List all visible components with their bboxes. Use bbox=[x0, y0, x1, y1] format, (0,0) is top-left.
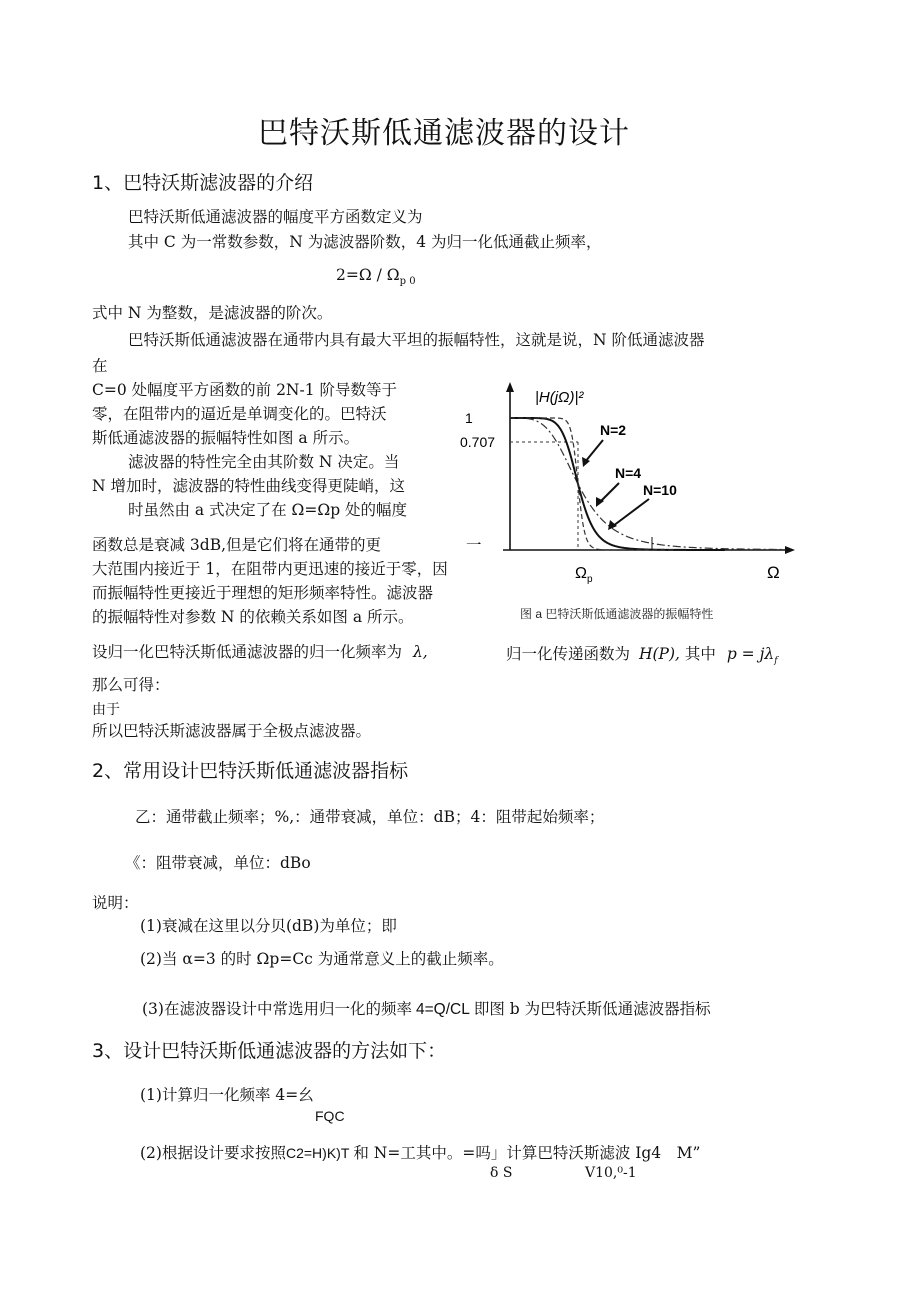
paragraph-order: 式中 N 为整数，是滤波器的阶次。 bbox=[92, 304, 333, 322]
paragraph-flat-line1: 巴特沃斯低通滤波器在通带内具有最大平坦的振幅特性，这就是说，N 阶低通滤波器 bbox=[128, 331, 705, 349]
spec-line1: 乙：通带截止频率；%,：通带衰减，单位：dB；4：阻带起始频率； bbox=[135, 808, 605, 826]
legend-n4: N=4 bbox=[615, 465, 642, 481]
legend-n2: N=2 bbox=[600, 422, 627, 438]
y-axis-arrow bbox=[506, 382, 514, 392]
paragraph-allpole: 所以巴特沃斯滤波器属于全极点滤波器。 bbox=[92, 722, 372, 740]
note-2: (2)当 α=3 的时 Ωp=Cc 为通常意义上的截止频率。 bbox=[140, 950, 504, 968]
paragraph-passband-dash: 一 bbox=[466, 536, 482, 554]
lambda-symbol: λ, bbox=[412, 643, 428, 661]
section3-heading: 3、设计巴特沃斯低通滤波器的方法如下： bbox=[92, 1040, 447, 1062]
section2-heading: 2、常用设计巴特沃斯低通滤波器指标 bbox=[92, 760, 409, 782]
paragraph-result: 那么可得： bbox=[92, 676, 170, 694]
note-label: 说明： bbox=[92, 894, 139, 912]
transfer-hp: H(P), bbox=[638, 645, 680, 663]
figure-caption: 图 a 巴特沃斯低通滤波器的振幅特性 bbox=[520, 607, 714, 621]
transfer-eq-sub: f bbox=[774, 656, 778, 667]
paragraph-passband-line4: 的振幅特性对参数 N 的依赖关系如图 a 所示。 bbox=[92, 608, 414, 626]
formula-normalized bbox=[336, 266, 416, 287]
formula-main: 2=Ω / Ω bbox=[336, 266, 400, 284]
paragraph-definition: 巴特沃斯低通滤波器的幅度平方函数定义为 bbox=[128, 208, 423, 226]
step-1: (1)计算归一化频率 4=幺 bbox=[140, 1086, 314, 1104]
y-tick-1: 1 bbox=[465, 410, 473, 426]
transfer-eq: p = jλ bbox=[726, 645, 775, 663]
paragraph-derivative-line3: 斯低通滤波器的振幅特性如图 a 所示。 bbox=[92, 429, 360, 447]
arrow-n2-line bbox=[585, 440, 603, 462]
transfer-text-c: 其中 bbox=[684, 645, 716, 663]
spec-line2: 《：阻带衰减，单位：dBo bbox=[125, 854, 311, 872]
paragraph-passband-line2: 大范围内接近于 1，在阻带内更迅速的接近于零，因 bbox=[92, 560, 448, 578]
page-title: 巴特沃斯低通滤波器的设计 bbox=[258, 116, 630, 151]
paragraph-flat-line2: 在 bbox=[92, 357, 108, 375]
note-3-b: 4=Q/CL bbox=[415, 1001, 470, 1018]
step-2-a: (2)根据设计要求按照 bbox=[140, 1144, 286, 1162]
paragraph-passband-line1: 函数总是衰减 3dB,但是它们将在通带的更 bbox=[92, 536, 382, 554]
x-axis-label: Ω bbox=[767, 563, 780, 582]
paragraph-normalized bbox=[92, 640, 428, 662]
normalized-text-a: 设归一化巴特沃斯低通滤波器的归一化频率为 bbox=[92, 643, 403, 661]
paragraph-since: 由于 bbox=[92, 702, 120, 718]
step-2-sub1: δ S bbox=[490, 1165, 513, 1181]
arrow-n10-line bbox=[613, 499, 649, 526]
legend-n10: N=10 bbox=[643, 482, 677, 498]
paragraph-passband-line3: 而振幅特性更接近于理想的矩形频率特性。滤波器 bbox=[92, 584, 434, 602]
paragraph-transfer bbox=[506, 642, 778, 666]
note-3 bbox=[142, 997, 711, 1019]
arrow-n4-line bbox=[600, 483, 619, 502]
note-3-a: (3)在滤波器设计中常选用归一化的频率 bbox=[142, 1000, 412, 1018]
x-marker-label: $\Omega_p$ bbox=[575, 565, 593, 585]
section1-heading: 1、巴特沃斯滤波器的介绍 bbox=[92, 172, 314, 194]
y-tick-0707: 0.707 bbox=[460, 434, 496, 450]
paragraph-derivative-line1: C=0 处幅度平方函数的前 2N-1 阶导数等于 bbox=[92, 381, 398, 399]
formula-subscript: p 0 bbox=[399, 276, 416, 288]
paragraph-order-line3: 时虽然由 a 式决定了在 Ω=Ωp 处的幅度 bbox=[128, 501, 408, 519]
step-1-sub: FQC bbox=[315, 1108, 345, 1124]
paragraph-order-line1: 滤波器的特性完全由其阶数 N 决定。当 bbox=[128, 453, 400, 471]
step-2-c: 和 N=工其中。=吗」计算巴特沃斯滤波 Ig4 M” bbox=[353, 1144, 701, 1162]
x-axis-arrow bbox=[785, 546, 795, 554]
step-2 bbox=[140, 1141, 700, 1163]
y-axis-label: |H(jΩ)|² bbox=[535, 389, 584, 406]
paragraph-derivative-line2: 零，在阻带内的逼近是单调变化的。巴特沃 bbox=[92, 405, 387, 423]
transfer-text-b: 归一化传递函数为 bbox=[506, 645, 631, 663]
step-2-b: C2=H)K)T bbox=[285, 1145, 350, 1161]
paragraph-order-line2: N 增加时，滤波器的特性曲线变得更陡峭，这 bbox=[92, 477, 405, 495]
figure-a-chart bbox=[455, 378, 795, 623]
step-2-sub2: V10,⁰-1 bbox=[585, 1165, 637, 1181]
note-1: (1)衰减在这里以分贝(dB)为单位；即 bbox=[140, 917, 397, 935]
note-3-c: 即图 b 为巴特沃斯低通滤波器指标 bbox=[473, 1000, 711, 1018]
paragraph-parameters: 其中 C 为一常数参数，N 为滤波器阶数，4 为归一化低通截止频率， bbox=[128, 233, 602, 251]
